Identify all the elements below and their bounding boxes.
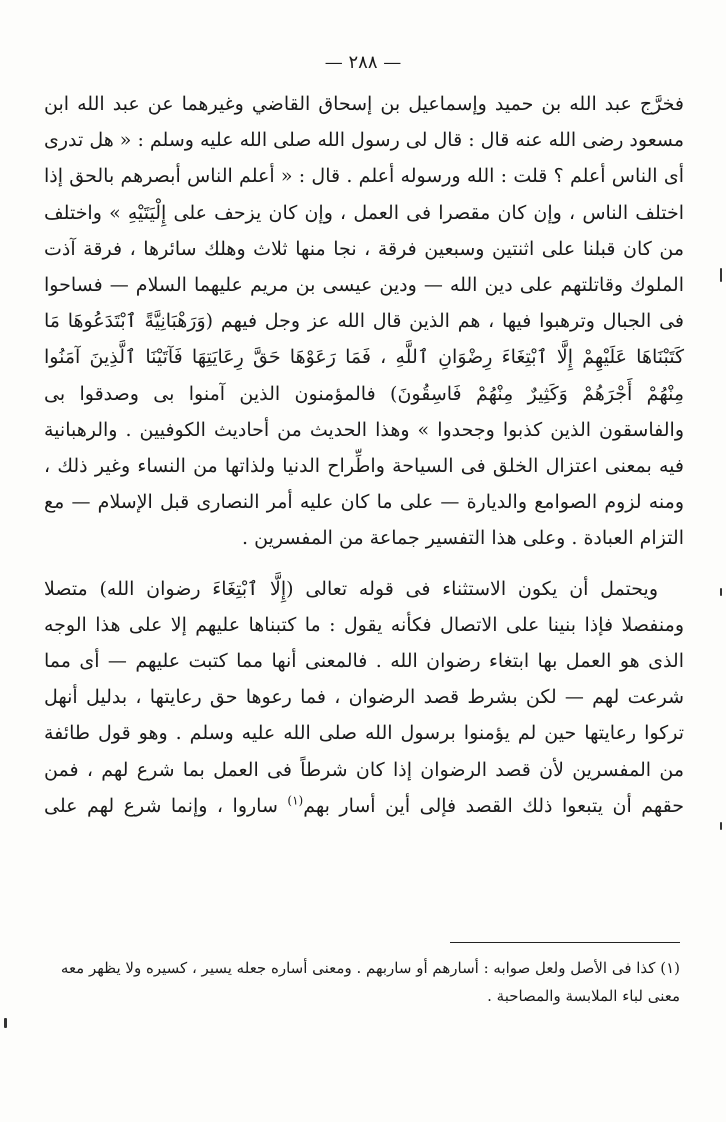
footnote: (١) كذا فى الأصل ولعل صوابه : أسارهم أو ساربهم . ومعنى أساره جعله يسير ، كسيره ولا يظهر معه معنى لباء الملابسة والمصاحبة . xyxy=(60,959,680,1005)
body-text xyxy=(44,86,684,824)
paragraph-2-text: ويحتمل أن يكون الاستثناء فى قوله تعالى (إِلَّا ٱبْتِغَاءَ رضوان الله) متصلا ومنفصلا فإذا بنينا على الاتصال فكأنه يقول : ما كتبناها عليهم إلا على هذا الوجه الذى هو العمل بها ابتغاء رضوان الله . فالمعنى أنها مما كتبت عليهم — أى مما شرعت لهم — لكن بشرط قصد الرضوان ، فما رعوها حق رعايتها ، بدليل أنهل تركوا رعايتها حين لم يؤمنوا برسول الله صلى الله عليه وسلم . وهو قول طائفة من المفسرين لأن قصد الرضوان إذا كان شرطاً فى العمل بما شرع لهم ، فمن حقهم أن يتبعوا ذلك القصد فإلى أين أسار بهم xyxy=(44,577,684,817)
page-number: — ٢٨٨ — xyxy=(324,52,402,73)
scan-artifact-mark xyxy=(720,268,722,282)
paragraph-2 xyxy=(44,571,684,824)
paragraph-2-tail: ساروا ، وإنما شرع لهم على xyxy=(44,794,288,817)
paragraph-1: فخرَّج عبد الله بن حميد وإسماعيل بن إسحاق القاضي وغيرهما عن عبد الله ابن مسعود رضى الله عنه قال : قال لى رسول الله صلى الله عليه وسلم : « هل تدرى أى الناس أعلم ؟ قلت : الله ورسوله أعلم . قال : « أعلم الناس أبصرهم بالحق إذا اختلف الناس ، وإن كان مقصرا فى العمل ، وإن كان يزحف على إِلْيَتَيْهِ » واختلف من كان قبلنا على اثنتين وسبعين فرقة ، نجا منها ثلاث وهلك سائرها ، فرقة آذت الملوك وقاتلتهم على دين الله — ودين عيسى بن مريم عليهما السلام — فساحوا فى الجبال وترهبوا فيها ، هم الذين قال الله عز وجل فيهم (وَرَهْبَانِيَّةً ٱبْتَدَعُوهَا مَا كَتَبْنَاهَا عَلَيْهِمْ إِلَّا ٱبْتِغَاءَ رِضْوَانِ ٱللَّهِ ، فَمَا رَعَوْهَا حَقَّ رِعَايَتِهَا فَآتَيْنَا ٱلَّذِينَ آمَنُوا مِنْهُمْ أَجْرَهُمْ وَكَثِيرٌ مِنْهُمْ فَاسِقُونَ) فالمؤمنون الذين آمنوا بى وصدقوا بى والفاسقون الذين كذبوا وجحدوا » وهذا الحديث من أحاديث الكوفيين . والرهبانية فيه بمعنى اعتزال الخلق فى السياحة واطِّراح الدنيا ولذاتها من النساء وغير ذلك ، ومنه لزوم الصوامع والديارة — على ما كان عليه أمر النصارى قبل الإسلام — مع التزام العبادة . وعلى هذا التفسير جماعة من المفسرين . xyxy=(44,93,684,550)
scan-artifact-mark xyxy=(720,588,722,596)
scan-artifact-mark xyxy=(720,822,722,830)
footnote-divider xyxy=(450,942,680,943)
footnote-reference: (١) xyxy=(287,793,304,808)
scan-artifact-mark xyxy=(4,1018,7,1028)
